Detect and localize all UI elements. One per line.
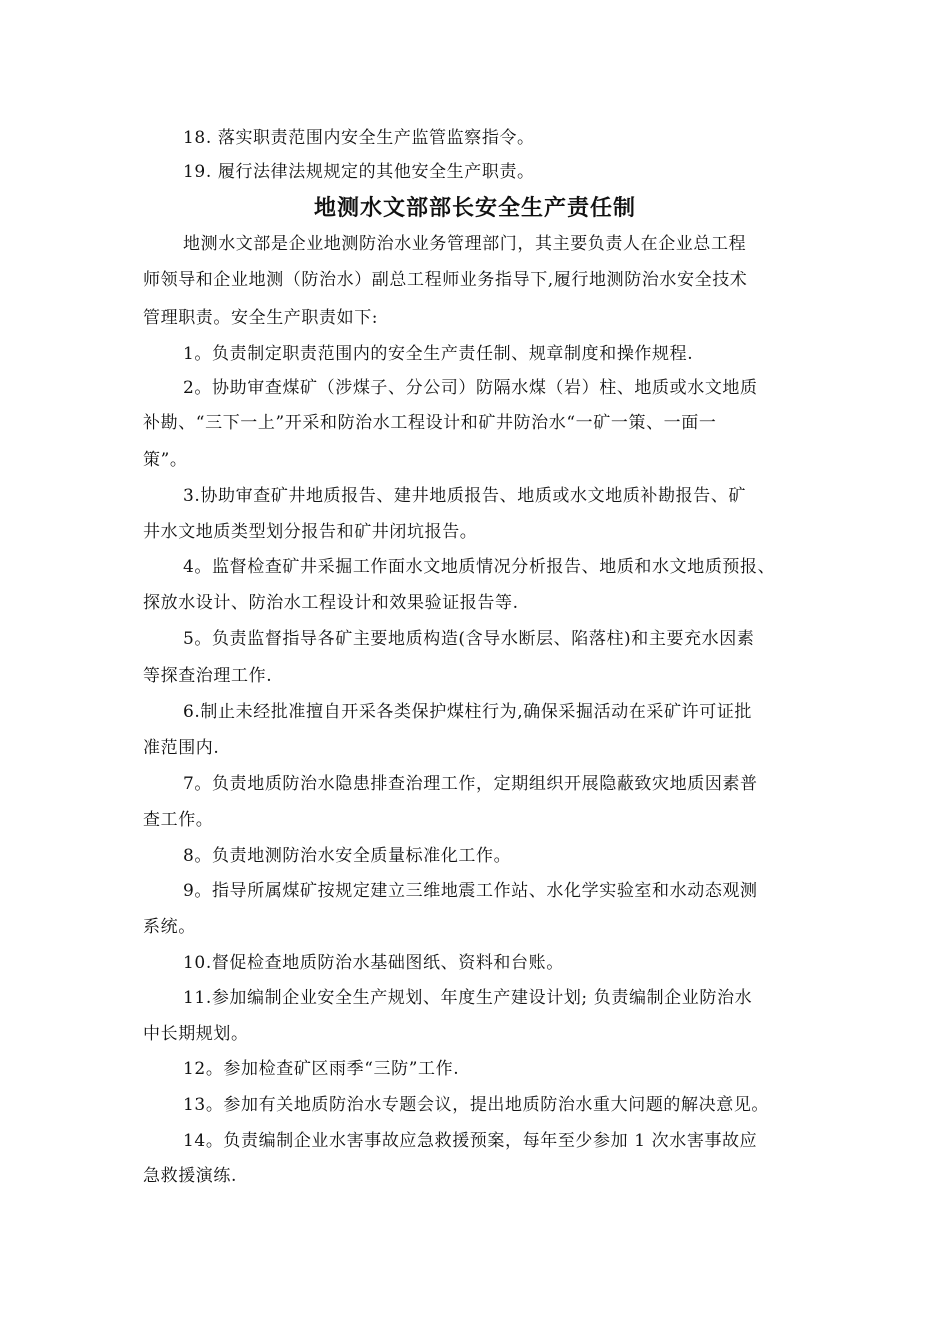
paragraph-line: 查工作。	[143, 810, 214, 830]
paragraph-line: 补勘、“三下一上”开采和防治水工程设计和矿井防治水“一矿一策、一面一	[143, 413, 717, 433]
paragraph-line: 准范围内.	[143, 738, 220, 758]
list-item-7: 7。负责地质防治水隐患排查治理工作，定期组织开展隐蔽致灾地质因素普	[183, 774, 758, 794]
paragraph-line: 中长期规划。	[143, 1024, 249, 1044]
list-item-8: 8。负责地测防治水安全质量标准化工作。	[183, 846, 512, 866]
list-item-9: 9。指导所属煤矿按规定建立三维地震工作站、水化学实验室和水动态观测	[183, 881, 758, 901]
list-item-12: 12。参加检查矿区雨季“三防”工作.	[183, 1059, 460, 1079]
paragraph-line: 系统。	[143, 917, 196, 937]
list-item-11: 11.参加编制企业安全生产规划、年度生产建设计划; 负责编制企业防治水	[183, 988, 753, 1008]
paragraph-line: 策”。	[143, 450, 188, 470]
list-item-10: 10.督促检查地质防治水基础图纸、资料和台账。	[183, 953, 564, 973]
list-item-2: 2。协助审查煤矿（涉煤子、分公司）防隔水煤（岩）柱、地质或水文地质	[183, 378, 758, 398]
paragraph-line: 井水文地质类型划分报告和矿井闭坑报告。	[143, 522, 478, 542]
paragraph-line: 管理职责。安全生产职责如下:	[143, 308, 379, 328]
list-item-13: 13。参加有关地质防治水专题会议，提出地质防治水重大问题的解决意见。	[183, 1095, 770, 1115]
list-item-5: 5。负责监督指导各矿主要地质构造(含导水断层、陷落柱)和主要充水因素	[183, 629, 755, 649]
list-item-3: 3.协助审查矿井地质报告、建井地质报告、地质或水文地质补勘报告、矿	[183, 486, 747, 506]
paragraph-line: 师领导和企业地测（防治水）副总工程师业务指导下,履行地测防治水安全技术	[143, 270, 748, 290]
paragraph-line: 地测水文部是企业地测防治水业务管理部门，其主要负责人在企业总工程	[183, 234, 747, 254]
list-item-19: 19. 履行法律法规规定的其他安全生产职责。	[183, 162, 535, 182]
list-item-4: 4。监督检查矿井采掘工作面水文地质情况分析报告、地质和水文地质预报、	[183, 557, 776, 577]
list-item-14: 14。负责编制企业水害事故应急救援预案，每年至少参加 1 次水害事故应	[183, 1131, 758, 1151]
list-item-6: 6.制止未经批准擅自开采各类保护煤柱行为,确保采掘活动在采矿许可证批	[183, 702, 753, 722]
paragraph-line: 探放水设计、防治水工程设计和效果验证报告等.	[143, 593, 519, 613]
list-item-1: 1。负责制定职责范围内的安全生产责任制、规章制度和操作规程.	[183, 344, 694, 364]
paragraph-line: 急救援演练.	[143, 1166, 238, 1186]
paragraph-line: 等探查治理工作.	[143, 666, 273, 686]
section-title: 地测水文部部长安全生产责任制	[313, 196, 636, 221]
list-item-18: 18. 落实职责范围内安全生产监管监察指令。	[183, 128, 535, 148]
